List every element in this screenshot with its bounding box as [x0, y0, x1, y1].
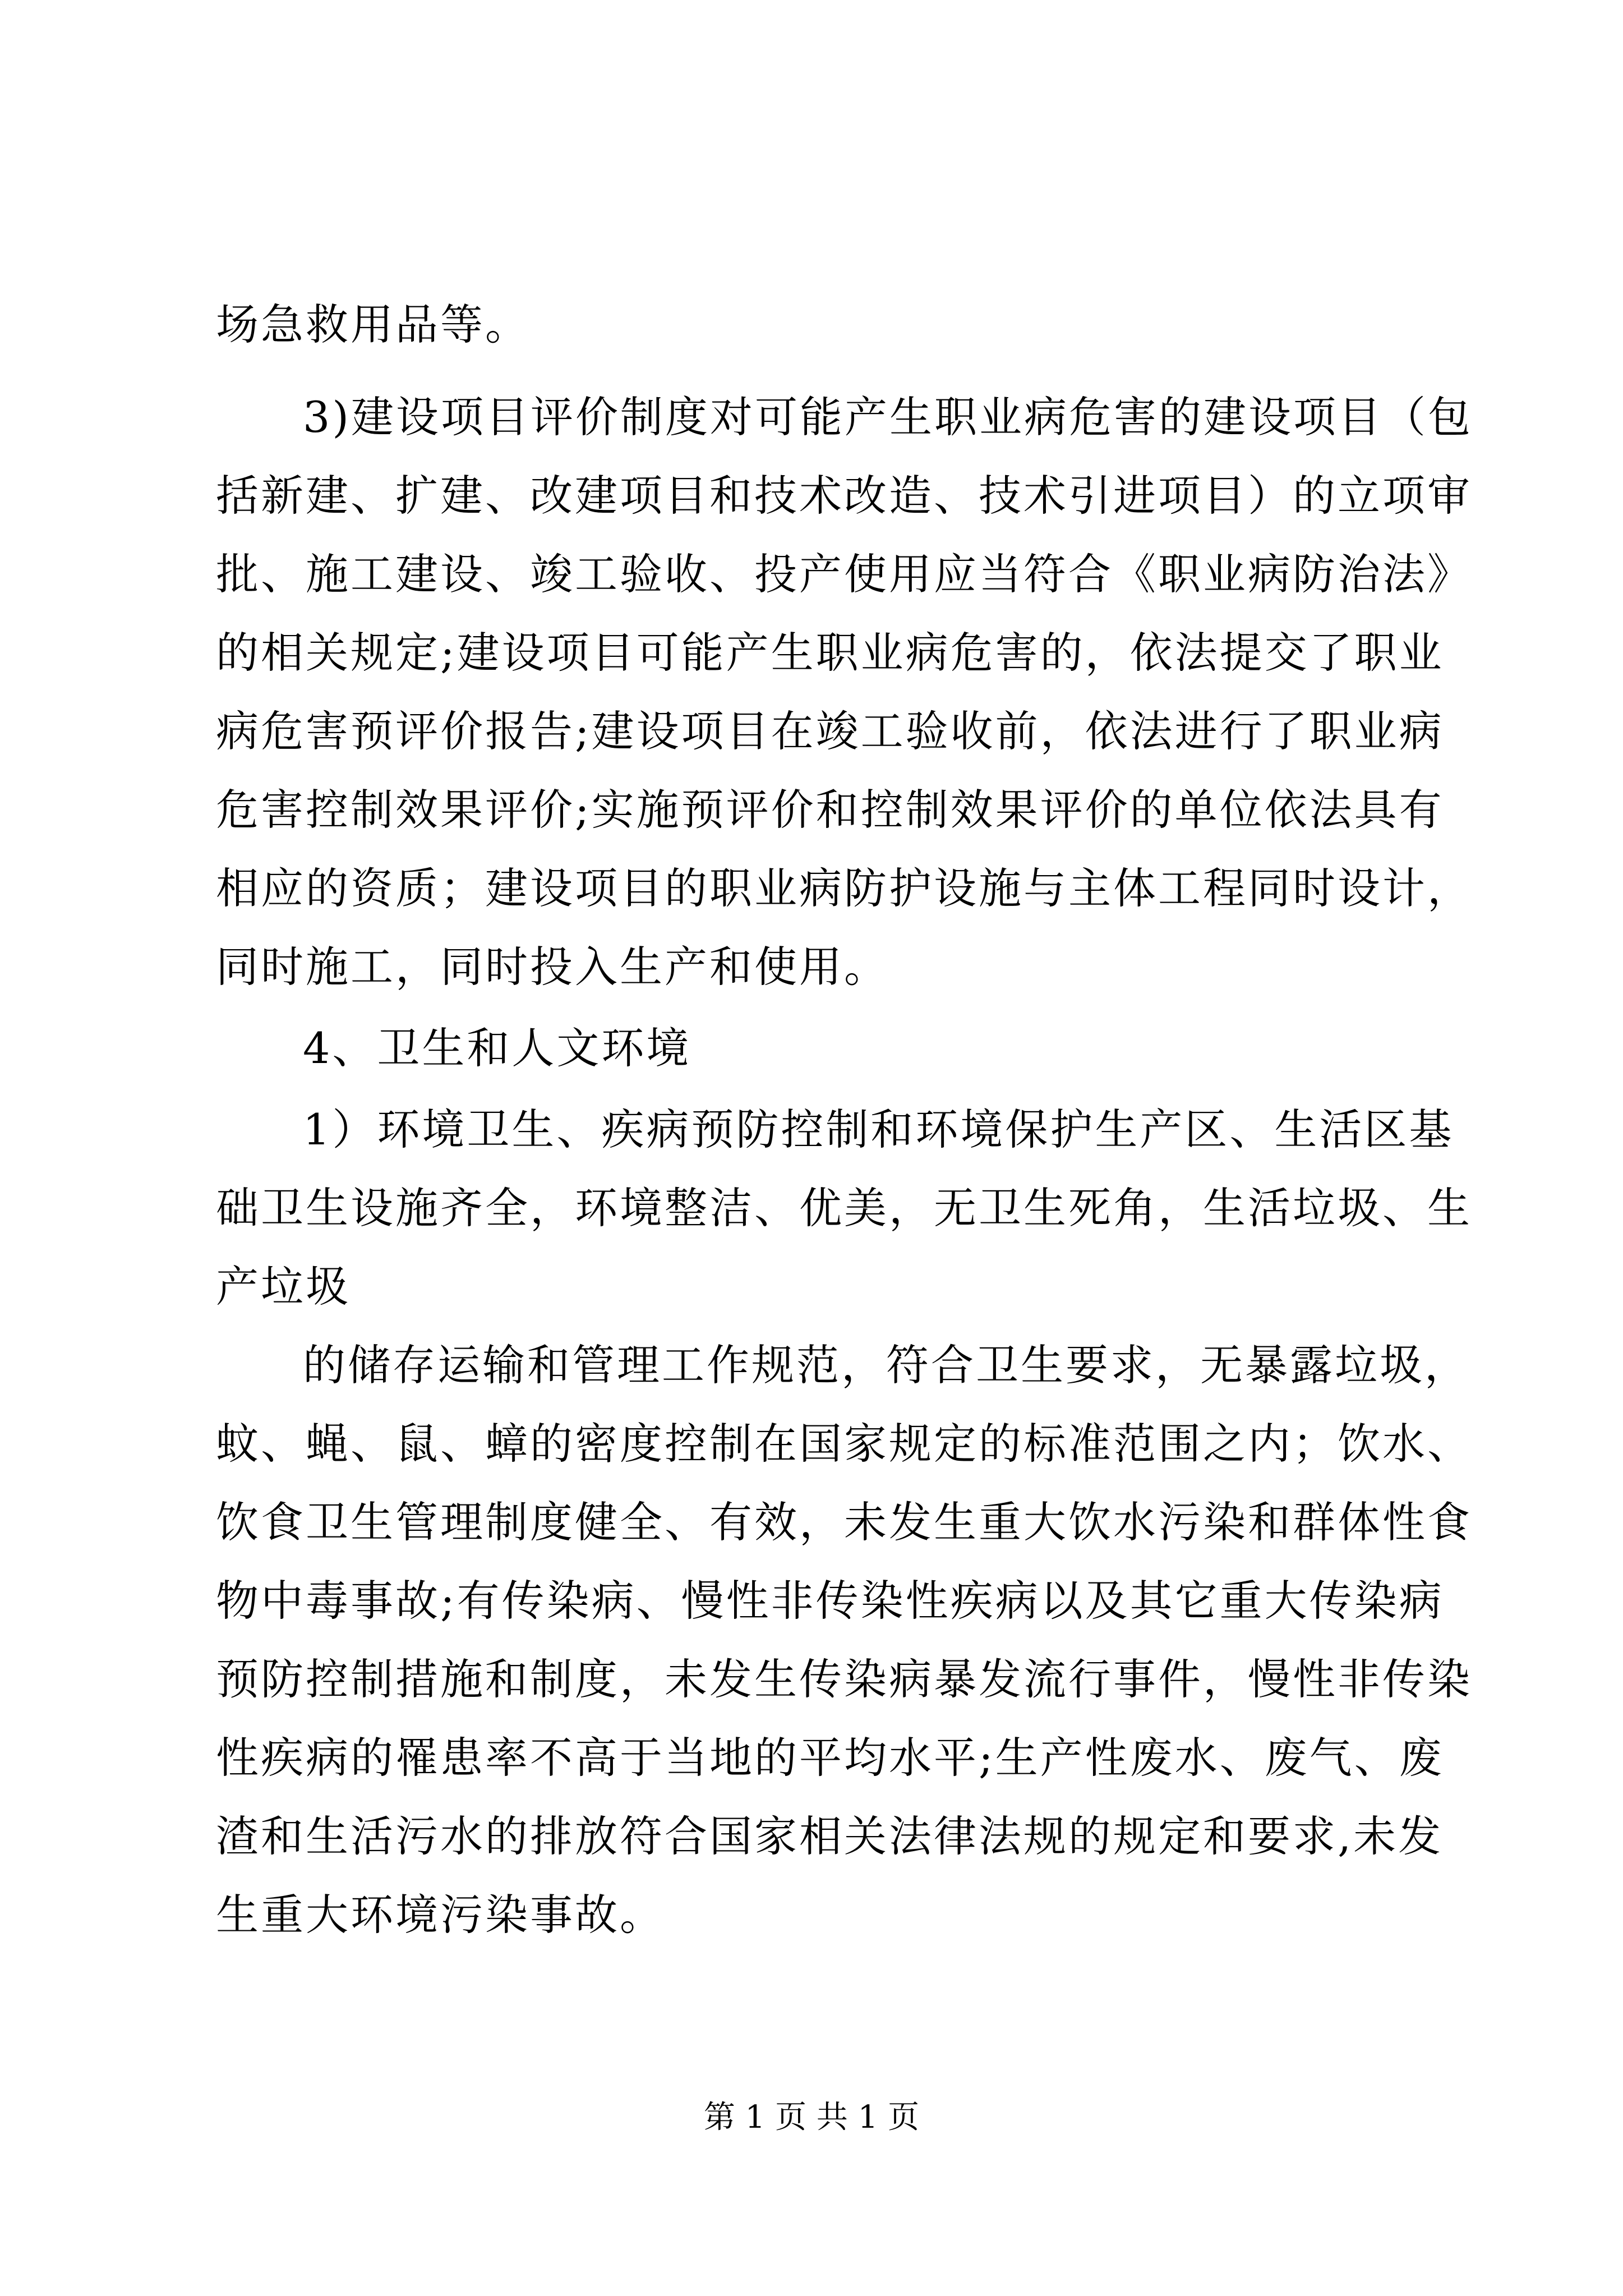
text-line-17: 物中毒事故;有传染病、慢性非传染性疾病以及其它重大传染病: [216, 1576, 1444, 1626]
text-line-7: 危害控制效果评价;实施预评价和控制效果评价的单位依法具有: [216, 785, 1444, 835]
text-line-1: 场急救用品等。: [216, 300, 530, 349]
text-line-6: 病危害预评价报告;建设项目在竣工验收前，依法进行了职业病: [216, 706, 1444, 756]
text-line-12: 础卫生设施齐全，环境整洁、优美，无卫生死角，生活垃圾、生: [216, 1183, 1472, 1233]
text-line-16: 饮食卫生管理制度健全、有效，未发生重大饮水污染和群体性食: [216, 1497, 1472, 1547]
text-line-5: 的相关规定;建设项目可能产生职业病危害的，依法提交了职业: [216, 628, 1444, 678]
text-line-3: 括新建、扩建、改建项目和技术改造、技术引进项目）的立项审: [216, 471, 1472, 521]
text-line-21: 生重大环境污染事故。: [216, 1890, 665, 1940]
text-line-14: 的储存运输和管理工作规范，符合卫生要求，无暴露垃圾，: [303, 1340, 1469, 1390]
text-line-4: 批、施工建设、竣工验收、投产使用应当符合《职业病防治法》: [216, 549, 1472, 599]
text-line-20: 渣和生活污水的排放符合国家相关法律法规的规定和要求,未发: [216, 1811, 1444, 1861]
text-line-18: 预防控制措施和制度，未发生传染病暴发流行事件，慢性非传染: [216, 1654, 1472, 1704]
text-line-8: 相应的资质；建设项目的职业病防护设施与主体工程同时设计，: [216, 863, 1472, 913]
text-line-11: 1）环境卫生、疾病预防控制和环境保护生产区、生活区基: [303, 1105, 1454, 1154]
text-line-9: 同时施工，同时投入生产和使用。: [216, 942, 889, 992]
text-line-19: 性疾病的罹患率不高于当地的平均水平;生产性废水、废气、废: [216, 1733, 1444, 1783]
text-line-13: 产垃圾: [216, 1262, 351, 1312]
text-line-2: 3)建设项目评价制度对可能产生职业病危害的建设项目（包: [303, 392, 1473, 442]
text-line-15: 蚊、蝇、鼠、蟑的密度控制在国家规定的标准范围之内；饮水、: [216, 1419, 1472, 1469]
page-footer: 第 1 页 共 1 页: [703, 2099, 920, 2136]
section-heading: 4、卫生和人文环境: [303, 1023, 691, 1073]
